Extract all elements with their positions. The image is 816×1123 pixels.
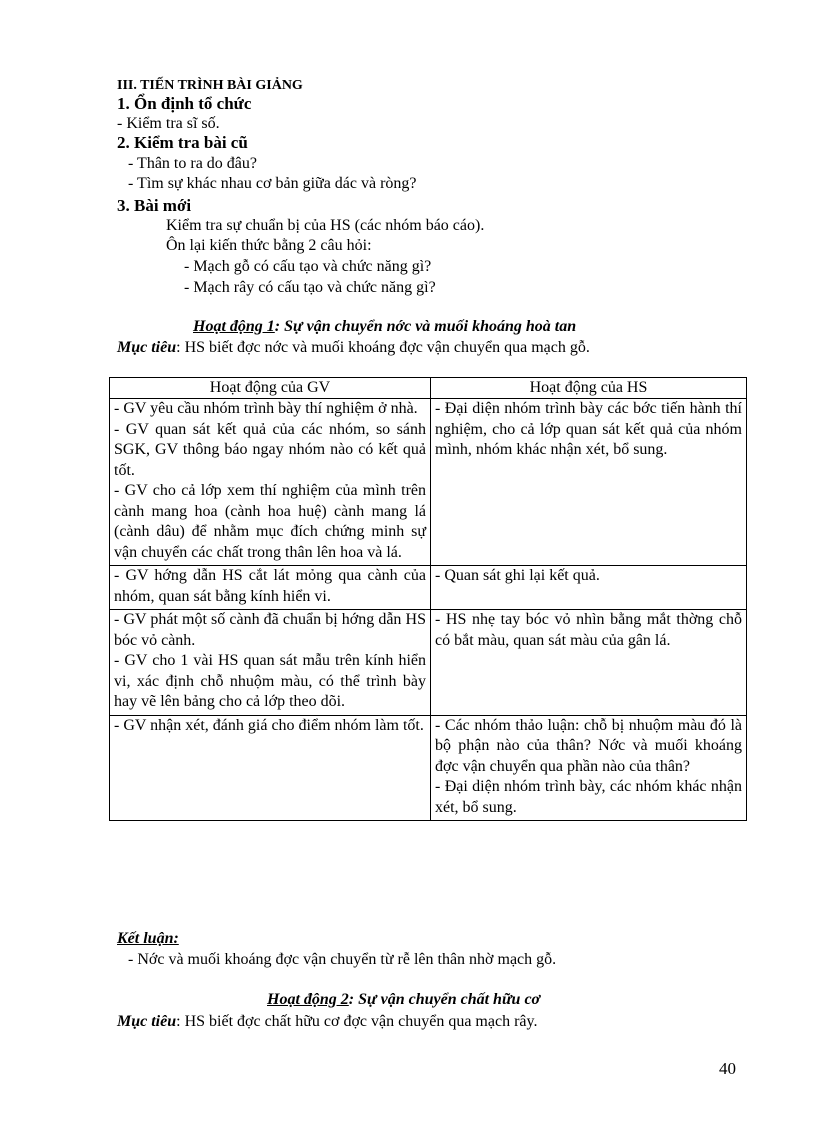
activity-1-goal [117,339,590,357]
hs-cell [431,610,747,716]
activity-2-label: Hoạt động 2 [267,991,349,1008]
step-heading-3: 3. Bài mới [117,196,192,215]
gv-cell [110,715,431,821]
step-3-line: - Mạch gỗ có cấu tạo và chức năng gì? [184,258,432,275]
page-number: 40 [719,1059,736,1078]
step-2-line: - Thân to ra do đâu? [128,155,257,172]
hs-text: - HS nhẹ tay bóc vỏ nhìn bằng mắt thờng chỗ có bắt màu, quan sát màu của gân lá. [435,611,742,649]
goal-label: Mục tiêu [117,1013,177,1030]
table-row [110,399,747,566]
hs-text: - Đại diện nhóm trình bày, các nhóm khác nhận xét, bổ sung. [435,778,742,816]
gv-text: - GV quan sát kết quả của các nhóm, so sánh SGK, GV thông báo ngay nhóm nào có kết quả tốt. [114,420,426,479]
header-gv: Hoạt động của GV [110,378,431,399]
gv-text: - GV nhận xét, đánh giá cho điểm nhóm làm tốt. [114,716,424,734]
header-hs: Hoạt động của HS [431,378,747,399]
step-3-line: - Mạch rây có cấu tạo và chức năng gì? [184,279,436,296]
activity-2-heading [267,991,540,1009]
activity-2-title: : Sự vận chuyển chất hữu cơ [348,991,541,1008]
activity-1-label: Hoạt động 1 [193,318,275,335]
gv-cell [110,566,431,610]
hs-text: - Đại diện nhóm trình bày các bớc tiến hành thí nghiệm, cho cả lớp quan sát kết quả của nhóm mình, nhóm khác nhận xét, bổ sung. [435,400,742,458]
activity-1-title: : Sự vận chuyển nớc và muối khoáng hoà tan [274,318,577,335]
table-row [110,566,747,610]
hs-cell [431,566,747,610]
activity-2-goal [117,1013,537,1031]
table-row [110,610,747,716]
step-3-line: Ôn lại kiến thức bằng 2 câu hỏi: [166,237,372,254]
activity-table [109,377,747,821]
hs-text: - Quan sát ghi lại kết quả. [435,567,600,584]
section-title: III. TIẾN TRÌNH BÀI GIẢNG [117,78,303,93]
step-2-line: - Tìm sự khác nhau cơ bản giữa dác và ròng? [128,175,417,192]
gv-text: - GV yêu cầu nhóm trình bày thí nghiệm ở nhà. [114,400,418,417]
step-1-line: - Kiểm tra sĩ số. [117,115,220,132]
table-row [110,715,747,821]
hs-text: - Các nhóm thảo luận: chỗ bị nhuộm màu đó là bộ phận nào của thân? Nớc và muối khoáng đợc vận chuyển qua phần nào của thân? [435,716,742,775]
gv-text: - GV phát một số cành đã chuẩn bị hớng dẫn HS bóc vỏ cành. [114,611,426,649]
table-header-row [110,378,747,399]
activity-1-heading [193,318,576,336]
step-3-line: Kiểm tra sự chuẩn bị của HS (các nhóm báo cáo). [166,217,485,234]
gv-text: - GV cho cả lớp xem thí nghiệm của mình trên cành mang hoa (cành hoa huệ) cành mang lá (cành dâu) để nhằm mục đích chứng minh sự vận chuyển các chất trong thân lên hoa và lá. [114,482,426,561]
hs-cell [431,715,747,821]
gv-cell [110,610,431,716]
hs-cell [431,399,747,566]
conclusion-text: - Nớc và muối khoáng đợc vận chuyển từ rễ lên thân nhờ mạch gỗ. [128,951,557,968]
gv-text: - GV hớng dẫn HS cắt lát mỏng qua cành của nhóm, quan sát bằng kính hiển vi. [114,567,426,605]
step-heading-1: 1. Ổn định tổ chức [117,94,252,113]
gv-text: - GV cho 1 vài HS quan sát mẫu trên kính hiển vi, xác định chỗ nhuộm màu, có thể trình bày hay vẽ lên bảng cho cả lớp theo dõi. [114,652,426,710]
goal-text: : HS biết đợc chất hữu cơ đợc vận chuyển qua mạch rây. [176,1013,538,1030]
goal-text: : HS biết đợc nớc và muối khoáng đợc vận chuyển qua mạch gỗ. [176,339,590,356]
step-heading-2: 2. Kiểm tra bài cũ [117,133,248,152]
gv-cell [110,399,431,566]
conclusion-label: Kết luận: [117,930,179,947]
goal-label: Mục tiêu [117,339,177,356]
